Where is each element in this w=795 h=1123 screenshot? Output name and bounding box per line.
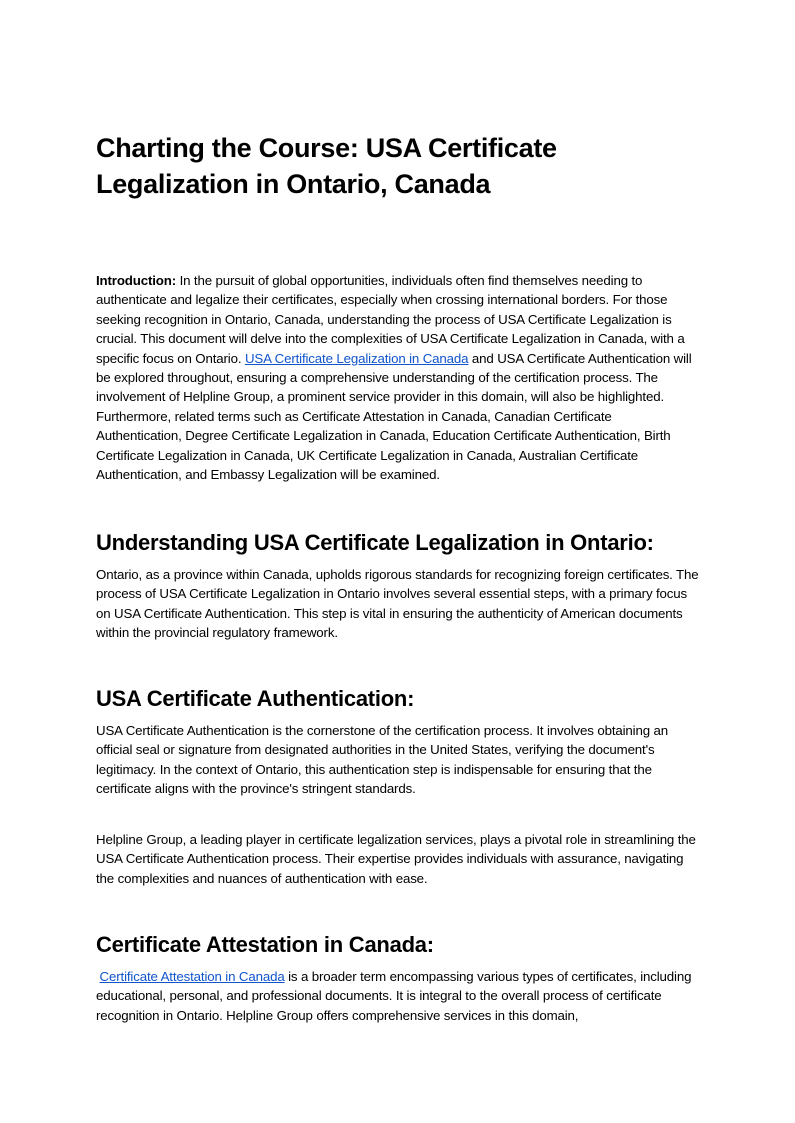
intro-text-2: and USA Certificate Authentication will be explored throughout, ensuring a comprehensive understanding of the certification process. The involvement of Helpline Group, a prominent service provider in this domain, will also be highlighted. Furthermore, related terms such as Certificate Attestation in Canada, Canadian Certificate Authentication, Degree Certificate Legalization in Canada, Education Certificate Authentication, Birth Certificate Legalization in Canada, UK Certificate Legalization in Canada, Australian Certificate Authentication, and Embassy Legalization will be examined. bbox=[96, 350, 692, 483]
section-1-paragraph: Ontario, as a province within Canada, upholds rigorous standards for recognizing foreign certificates. The process of USA Certificate Legalization in Ontario involves several essential steps, with a primary focus on USA Certificate Authentication. This step is vital in ensuring the authenticity of American documents within the provincial regulatory framework. bbox=[96, 567, 699, 641]
section-3-text: is a broader term encompassing various types of certificates, including educational, personal, and professional documents. It is integral to the overall process of certificate recognition in Ontario. Helpline Group offers comprehensive services in this domain, bbox=[96, 969, 692, 1023]
section-2-paragraph-2: Helpline Group, a leading player in certificate legalization services, plays a pivotal role in streamlining the USA Certificate Authentication process. Their expertise provides individuals with assurance, navigating the complexities and nuances of authentication with ease. bbox=[96, 832, 696, 886]
intro-text-1: In the pursuit of global opportunities, individuals often find themselves needing to authenticate and legalize their certificates, especially when crossing international borders. For those seeking recognition in Ontario, Canada, understanding the process of USA Certificate Legalization is crucial. This document will delve into the complexities of USA Certificate Legalization in Canada, with a specific focus on Ontario. bbox=[96, 273, 685, 366]
section-3-heading: Certificate Attestation in Canada: bbox=[96, 932, 434, 957]
intro-label: Introduction: bbox=[96, 273, 177, 288]
section-2-paragraph-1: USA Certificate Authentication is the cornerstone of the certification process. It involves obtaining an official seal or signature from designated authorities in the United States, verifying the document's legitimacy. In the context of Ontario, this authentication step is indispensable for ensuring that the certificate aligns with the province's stringent standards. bbox=[96, 723, 669, 797]
certificate-attestation-link[interactable]: Certificate Attestation in Canada bbox=[99, 969, 285, 984]
document-title: Charting the Course: USA Certificate Legalization in Ontario, Canada bbox=[96, 133, 557, 199]
section-1-heading: Understanding USA Certificate Legalization in Ontario: bbox=[96, 530, 654, 555]
section-3-paragraph bbox=[96, 967, 699, 1025]
section-2-heading: USA Certificate Authentication: bbox=[96, 686, 415, 711]
usa-legalization-link[interactable]: USA Certificate Legalization in Canada bbox=[244, 350, 469, 366]
intro-paragraph bbox=[96, 271, 699, 484]
